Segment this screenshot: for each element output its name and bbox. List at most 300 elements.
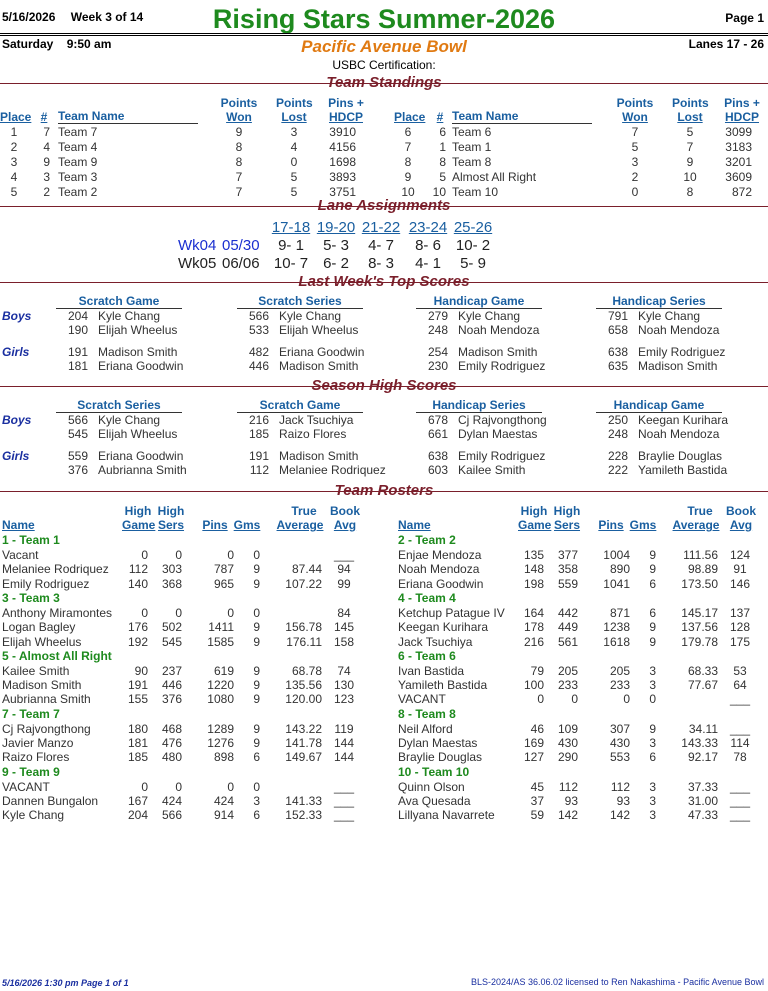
- roster-games: 9: [253, 692, 260, 707]
- roster-book-average: ___: [729, 779, 751, 794]
- roster-high-game: 216: [523, 634, 544, 649]
- roster-high-game: 127: [523, 750, 544, 765]
- score-value: 446: [248, 359, 269, 373]
- roster-book-average: ___: [333, 779, 355, 794]
- roster-high-game: 0: [537, 692, 544, 707]
- standings-title: Team Standings: [326, 74, 442, 91]
- roster-high-series: 377: [557, 548, 578, 562]
- roster-high-series: 109: [557, 721, 578, 736]
- bowler-name: Madison Smith: [279, 449, 359, 463]
- score-value: 248: [427, 323, 448, 337]
- roster-true-average: 173.50: [681, 576, 718, 591]
- bowler-name: Kyle Chang: [458, 309, 521, 323]
- standing-team-name: Team 6: [452, 125, 492, 139]
- boys-label: Boys: [2, 413, 32, 427]
- time: 9:50 am: [66, 37, 112, 51]
- girls-label: Girls: [2, 449, 30, 463]
- roster-true-average: 145.17: [681, 605, 718, 620]
- roster-book-average: ___: [333, 808, 355, 823]
- score-value: 533: [248, 323, 269, 337]
- score-value: 230: [427, 359, 448, 373]
- roster-high-game: 0: [141, 779, 148, 794]
- roster-true-average: 98.89: [687, 562, 718, 577]
- bowler-name: Madison Smith: [638, 359, 718, 373]
- team-rosters: [0, 504, 768, 834]
- roster-book-average: 84: [337, 605, 351, 620]
- roster-true-average: 143.33: [681, 736, 718, 750]
- bowling-center-name: Pacific Avenue Bowl: [301, 37, 467, 56]
- bowler-name: Madison Smith: [458, 345, 538, 359]
- roster-player-name: Noah Mendoza: [398, 562, 480, 577]
- score-column-header: Scratch Game: [237, 398, 363, 413]
- high-game-header: Game: [122, 518, 156, 532]
- roster-games: 3: [649, 793, 656, 808]
- score-value: 204: [67, 309, 88, 323]
- roster-high-series: 480: [161, 750, 182, 765]
- roster-book-average: 128: [729, 620, 751, 635]
- score-value: 250: [607, 413, 628, 427]
- roster-true-average: 34.11: [688, 721, 718, 736]
- true-average-header: Average: [672, 518, 720, 532]
- roster-games: 0: [253, 779, 260, 794]
- roster-high-series: 566: [161, 808, 182, 823]
- roster-high-game: 59: [530, 808, 544, 823]
- score-value: 376: [67, 463, 88, 477]
- roster-high-series: 368: [161, 576, 182, 591]
- boys-label: Boys: [2, 309, 32, 323]
- day: Saturday: [2, 37, 54, 51]
- standing-team-number: 9: [43, 155, 50, 169]
- roster-high-series: 358: [557, 562, 578, 577]
- roster-player-name: Elijah Wheelus: [2, 634, 82, 649]
- roster-true-average: 179.78: [681, 634, 718, 649]
- lane-pair-header: 23-24: [408, 219, 448, 236]
- standing-points-won: 5: [631, 140, 639, 154]
- roster-games: 6: [649, 576, 656, 591]
- roster-pins: 787: [213, 562, 234, 577]
- roster-pins: 0: [623, 692, 630, 707]
- standing-team-number: 5: [439, 170, 446, 184]
- team-number-header: #: [40, 110, 48, 124]
- roster-book-average: ___: [729, 692, 751, 707]
- standing-place: 2: [10, 140, 18, 154]
- high-series-header: Sers: [553, 518, 581, 532]
- roster-book-average: 78: [733, 750, 747, 765]
- roster-high-series: 0: [571, 692, 578, 707]
- roster-team-heading: 1 - Team 1: [2, 533, 60, 547]
- lane-week: Wk04: [178, 237, 217, 254]
- lane-week: Wk05: [178, 255, 217, 272]
- roster-pins: 890: [609, 562, 630, 577]
- standing-points-lost: 10: [683, 170, 697, 184]
- points-lost-header: Lost: [677, 110, 703, 124]
- points-won-header: Won: [622, 110, 648, 124]
- bowler-name: Dylan Maestas: [458, 427, 538, 441]
- lane-matchup: 9- 1: [278, 237, 304, 254]
- score-column-header: Handicap Series: [596, 294, 722, 309]
- high-game-header: Game: [518, 518, 552, 532]
- standing-points-won: 3: [631, 155, 639, 169]
- roster-team-heading: 5 - Almost All Right: [2, 648, 112, 663]
- roster-true-average: 31.00: [687, 793, 718, 808]
- roster-true-average: 68.33: [687, 663, 718, 678]
- roster-high-series: 233: [557, 678, 578, 693]
- roster-pins: 1276: [207, 736, 234, 750]
- lane-matchup: 5- 3: [323, 237, 349, 254]
- score-value: 279: [427, 309, 448, 323]
- roster-high-series: 559: [557, 576, 578, 591]
- roster-high-game: 37: [530, 793, 544, 808]
- bowler-name: Kyle Chang: [279, 309, 342, 323]
- roster-pins: 619: [213, 663, 234, 678]
- standing-points-won: 8: [235, 140, 243, 154]
- pins-hdcp-header: Pins +: [724, 96, 760, 110]
- roster-high-series: 545: [161, 634, 182, 649]
- bowler-name: Kyle Chang: [638, 309, 701, 323]
- bowler-name: Raizo Flores: [279, 427, 347, 441]
- lane-assignments-table: [0, 219, 768, 273]
- roster-team-heading: 2 - Team 2: [398, 533, 456, 547]
- roster-high-series: 237: [161, 663, 182, 678]
- lane-pair-header: 17-18: [271, 219, 311, 236]
- standing-points-lost: 8: [686, 185, 694, 199]
- roster-pins: 898: [213, 750, 234, 765]
- score-column-header: Scratch Game: [56, 294, 182, 309]
- roster-games: 9: [649, 620, 656, 635]
- standing-team-name: Team 7: [58, 125, 98, 139]
- roster-book-average: 74: [337, 663, 351, 678]
- season-high-title: Season High Scores: [311, 377, 457, 394]
- standing-place: 10: [401, 185, 415, 199]
- roster-pins: 233: [609, 678, 630, 693]
- bowler-name: Elijah Wheelus: [279, 323, 359, 337]
- bowler-name: Eriana Goodwin: [279, 345, 365, 359]
- lane-matchup: 5- 9: [460, 255, 486, 272]
- roster-high-game: 198: [523, 576, 544, 591]
- roster-pins: 1289: [207, 721, 234, 736]
- roster-high-series: 142: [557, 808, 578, 823]
- roster-pins: 1238: [603, 620, 630, 635]
- standing-team-name: Team 4: [58, 140, 98, 154]
- roster-true-average: 156.78: [285, 620, 322, 635]
- score-value: 566: [67, 413, 88, 427]
- roster-games: 9: [253, 634, 260, 649]
- score-value: 658: [607, 323, 628, 337]
- roster-true-average: 152.33: [285, 808, 322, 823]
- bowler-name: Noah Mendoza: [638, 323, 720, 337]
- roster-games: 3: [649, 736, 656, 750]
- footer-license: BLS-2024/AS 36.06.02 licensed to Ren Nakashima - Pacific Avenue Bowl: [470, 977, 764, 987]
- roster-high-series: 0: [175, 605, 182, 620]
- pins-hdcp-header: HDCP: [724, 110, 759, 124]
- roster-pins: 871: [609, 605, 630, 620]
- roster-games: 9: [649, 548, 656, 562]
- bowler-name: Eriana Goodwin: [98, 359, 184, 373]
- roster-player-name: Vacant: [2, 548, 39, 562]
- standing-team-name: Team 10: [452, 185, 499, 199]
- season-high-scores: [0, 398, 768, 480]
- pins-header: Pins: [598, 518, 624, 532]
- roster-pins: 965: [213, 576, 234, 591]
- roster-high-game: 155: [127, 692, 148, 707]
- roster-team-heading: 9 - Team 9: [2, 764, 60, 779]
- score-value: 661: [427, 427, 448, 441]
- standing-team-number: 4: [43, 140, 50, 154]
- roster-book-average: 64: [733, 678, 747, 693]
- lane-matchup: 6- 2: [323, 255, 349, 272]
- standing-team-number: 10: [432, 185, 446, 199]
- standing-points-lost: 4: [290, 140, 298, 154]
- rosters-title: Team Rosters: [334, 482, 434, 499]
- lane-assignments-title: Lane Assignments: [317, 197, 451, 214]
- roster-games: 9: [253, 736, 260, 750]
- roster-true-average: 141.78: [285, 736, 322, 750]
- roster-high-game: 100: [523, 678, 544, 693]
- roster-true-average: 176.11: [286, 634, 322, 649]
- roster-book-average: ___: [729, 808, 751, 823]
- roster-high-series: 112: [558, 779, 578, 794]
- bowler-name: Kailee Smith: [458, 463, 526, 477]
- roster-true-average: 92.17: [687, 750, 718, 765]
- roster-player-name: Javier Manzo: [2, 736, 74, 750]
- score-value: 545: [67, 427, 88, 441]
- bowler-name: Emily Rodriguez: [638, 345, 726, 359]
- roster-high-series: 442: [557, 605, 578, 620]
- lanes-range: Lanes 17 - 26: [688, 37, 764, 51]
- standing-team-number: 3: [43, 170, 50, 184]
- name-header: Name: [2, 518, 35, 532]
- header-rule-2: [0, 35, 768, 36]
- roster-pins: 1004: [603, 548, 630, 562]
- bowler-name: Keegan Kurihara: [638, 413, 729, 427]
- roster-true-average: 87.44: [291, 562, 322, 577]
- roster-book-average: 114: [730, 736, 750, 750]
- score-value: 191: [248, 449, 269, 463]
- standing-pins-hdcp: 4156: [329, 140, 356, 154]
- standing-pins-hdcp: 1698: [329, 155, 356, 169]
- roster-player-name: VACANT: [398, 692, 446, 707]
- roster-true-average: 137.56: [681, 620, 718, 635]
- standing-team-name: Team 2: [58, 185, 98, 199]
- bowler-name: Noah Mendoza: [638, 427, 720, 441]
- bowler-name: Elijah Wheelus: [98, 323, 178, 337]
- score-value: 181: [67, 359, 88, 373]
- bowler-name: Kyle Chang: [98, 413, 161, 427]
- roster-high-series: 449: [557, 620, 578, 635]
- roster-high-series: 205: [557, 663, 578, 678]
- last-week-scores: [0, 294, 768, 374]
- roster-player-name: Ketchup Patague IV: [398, 605, 505, 620]
- roster-player-name: Ava Quesada: [398, 793, 471, 808]
- roster-player-name: Braylie Douglas: [398, 750, 483, 765]
- roster-player-name: Kyle Chang: [2, 808, 65, 823]
- roster-book-average: 124: [729, 548, 751, 562]
- high-game-header: High: [124, 504, 152, 518]
- roster-book-average: 123: [333, 692, 355, 707]
- standing-points-lost: 5: [686, 125, 694, 139]
- lane-matchup: 8- 6: [415, 237, 441, 254]
- roster-team-heading: 3 - Team 3: [2, 590, 60, 605]
- roster-high-game: 178: [523, 620, 544, 635]
- roster-games: 6: [649, 750, 656, 765]
- roster-high-series: 0: [175, 548, 182, 562]
- score-value: 678: [427, 413, 448, 427]
- lane-matchup: 8- 3: [368, 255, 394, 272]
- roster-high-series: 424: [161, 793, 182, 808]
- standing-points-won: 2: [631, 170, 639, 184]
- roster-high-game: 164: [523, 605, 544, 620]
- score-value: 566: [248, 309, 269, 323]
- roster-player-name: Jack Tsuchiya: [398, 634, 473, 649]
- roster-high-series: 430: [557, 736, 578, 750]
- standing-place: 3: [10, 155, 18, 169]
- last-week-title: Last Week's Top Scores: [298, 273, 470, 290]
- roster-high-game: 204: [127, 808, 148, 823]
- roster-player-name: Melaniee Rodriquez: [2, 562, 109, 577]
- roster-high-game: 185: [127, 750, 148, 765]
- roster-high-series: 468: [161, 721, 182, 736]
- bowler-name: Cj Rajvongthong: [458, 413, 547, 427]
- roster-games: 9: [649, 634, 656, 649]
- roster-games: 9: [253, 678, 260, 693]
- roster-book-average: 119: [334, 721, 354, 736]
- standing-team-number: 6: [439, 125, 446, 139]
- team-number-header: #: [436, 110, 444, 124]
- bowler-name: Noah Mendoza: [458, 323, 540, 337]
- roster-book-average: 91: [733, 562, 747, 577]
- roster-high-game: 135: [523, 548, 544, 562]
- roster-high-game: 0: [141, 548, 148, 562]
- book-average-header: Book: [330, 504, 360, 518]
- roster-team-heading: 7 - Team 7: [2, 706, 60, 721]
- lane-matchup: 4- 7: [368, 237, 394, 254]
- true-average-header: Average: [276, 518, 324, 532]
- roster-true-average: 37.33: [687, 779, 718, 794]
- score-column-header: Handicap Game: [416, 294, 542, 309]
- standing-place: 5: [10, 185, 18, 199]
- roster-high-game: 79: [530, 663, 544, 678]
- roster-pins: 93: [616, 793, 630, 808]
- roster-games: 9: [253, 721, 260, 736]
- roster-pins: 142: [609, 808, 630, 823]
- standing-pins-hdcp: 3893: [329, 170, 356, 184]
- standing-team-number: 8: [439, 155, 446, 169]
- roster-pins: 205: [609, 663, 630, 678]
- roster-player-name: Eriana Goodwin: [398, 576, 484, 591]
- team-name-header: Team Name: [452, 110, 592, 124]
- roster-book-average: 144: [333, 750, 355, 765]
- bowler-name: Elijah Wheelus: [98, 427, 178, 441]
- roster-player-name: Madison Smith: [2, 678, 82, 693]
- roster-games: 9: [253, 562, 260, 577]
- roster-high-game: 46: [530, 721, 544, 736]
- roster-book-average: ___: [333, 793, 355, 808]
- roster-games: 6: [649, 605, 656, 620]
- points-won-header: Points: [616, 96, 654, 110]
- standing-points-lost: 3: [290, 125, 298, 139]
- place-header: Place: [0, 110, 32, 124]
- roster-pins: 1041: [603, 576, 630, 591]
- standing-place: 1: [10, 125, 18, 139]
- roster-book-average: 144: [333, 736, 355, 750]
- standing-place: 8: [404, 155, 412, 169]
- roster-book-average: 145: [333, 620, 355, 635]
- standing-team-name: Team 1: [452, 140, 492, 154]
- lane-date: 06/06: [222, 255, 260, 272]
- standing-points-won: 0: [631, 185, 639, 199]
- roster-player-name: Anthony Miramontes: [2, 605, 113, 620]
- score-value: 791: [607, 309, 628, 323]
- lane-matchup: 4- 1: [415, 255, 441, 272]
- points-won-header: Won: [226, 110, 252, 124]
- roster-book-average: 175: [729, 634, 751, 649]
- page-number: Page 1: [725, 11, 764, 25]
- roster-player-name: Quinn Olson: [398, 779, 465, 794]
- report-date: 5/16/2026: [2, 10, 56, 24]
- roster-games: 6: [253, 750, 260, 765]
- standing-points-won: 7: [235, 185, 243, 199]
- roster-high-series: 446: [161, 678, 182, 693]
- roster-pins: 112: [610, 779, 630, 794]
- roster-high-series: 502: [161, 620, 182, 635]
- roster-true-average: 120.00: [285, 692, 322, 707]
- score-value: 635: [607, 359, 628, 373]
- games-header: Gms: [629, 518, 657, 532]
- roster-player-name: Aubrianna Smith: [2, 692, 91, 707]
- roster-pins: 430: [609, 736, 630, 750]
- roster-high-game: 112: [128, 562, 148, 577]
- pins-header: Pins: [202, 518, 228, 532]
- score-column-header: Scratch Series: [237, 294, 363, 309]
- roster-games: 3: [253, 793, 260, 808]
- score-column-header: Handicap Series: [416, 398, 542, 413]
- lane-pair-header: 25-26: [453, 219, 493, 236]
- score-value: 185: [248, 427, 269, 441]
- book-average-header: Avg: [333, 518, 357, 532]
- true-average-header: True: [687, 504, 713, 518]
- roster-team-heading: 4 - Team 4: [398, 590, 456, 605]
- score-value: 216: [248, 413, 269, 427]
- footer-timestamp: 5/16/2026 1:30 pm Page 1 of 1: [2, 978, 129, 988]
- standing-team-name: Team 8: [452, 155, 492, 169]
- roster-games: 0: [649, 692, 656, 707]
- roster-high-game: 176: [127, 620, 148, 635]
- roster-pins: 307: [609, 721, 630, 736]
- roster-pins: 1080: [207, 692, 234, 707]
- roster-team-heading: 8 - Team 8: [398, 706, 456, 721]
- roster-true-average: 111.56: [683, 548, 718, 562]
- roster-games: 9: [253, 663, 260, 678]
- standing-pins-hdcp: 3910: [329, 125, 356, 139]
- standing-points-won: 7: [235, 170, 243, 184]
- roster-high-series: 476: [161, 736, 182, 750]
- roster-book-average: 146: [729, 576, 751, 591]
- standing-team-number: 7: [43, 125, 50, 139]
- bowler-name: Jack Tsuchiya: [279, 413, 354, 427]
- roster-pins: 0: [227, 605, 234, 620]
- standing-team-name: Team 3: [58, 170, 98, 184]
- score-column-header: Scratch Series: [56, 398, 182, 413]
- score-value: 638: [427, 449, 448, 463]
- book-average-header: Avg: [729, 518, 753, 532]
- bowler-name: Eriana Goodwin: [98, 449, 184, 463]
- roster-pins: 553: [609, 750, 630, 765]
- standing-team-number: 1: [439, 140, 446, 154]
- roster-player-name: Raizo Flores: [2, 750, 70, 765]
- high-game-header: High: [520, 504, 548, 518]
- roster-book-average: 53: [733, 663, 747, 678]
- week-label: Week 3 of 14: [70, 10, 144, 24]
